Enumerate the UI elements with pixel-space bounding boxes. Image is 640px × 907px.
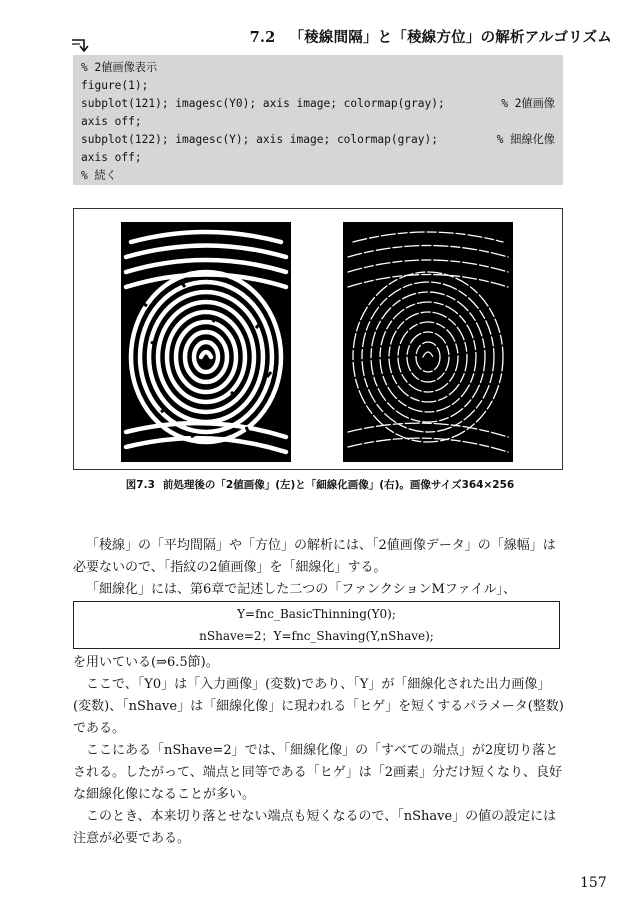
body-text-bottom xyxy=(73,652,568,850)
paragraph: 「細線化」には、第6章で記述した二つの「ファンクションMファイル」、 xyxy=(86,582,517,597)
formula-line: nShave=2；Y=fnc_Shaving(Y,nShave); xyxy=(199,629,434,643)
thinned-fingerprint-image xyxy=(343,222,513,462)
paragraph: ここで、「Y0」は「入力画像」(変数)であり、「Y」が「細線化された出力画像」(変数)、「nShave」は「細線化像」に現われる「ヒゲ」を短くするパラメータ(整数)である。 xyxy=(73,677,564,736)
paragraph: を用いている(⇒6.5節)。 xyxy=(73,655,219,670)
page-number: 157 xyxy=(580,875,607,891)
paragraph: このとき、本来切り落とせない端点も短くなるので、「nShave」の値の設定には注意が必要である。 xyxy=(73,809,557,846)
paragraph: ここにある「nShave=2」では、「細線化像」の「すべての端点」が2度切り落とされる。したがって、端点と同等である「ヒゲ」は「2画素」分だけ短くなり、良好な細線化像になることが多い。 xyxy=(73,743,563,802)
code-line: figure(1); xyxy=(81,79,149,92)
figure-number: 図7.3 xyxy=(125,479,155,491)
code-listing xyxy=(73,55,563,185)
section-number: 7.2 xyxy=(249,29,276,46)
fold-arrow-icon xyxy=(70,36,94,54)
section-title: 「稜線間隔」と「稜線方位」の解析アルゴリズム xyxy=(289,29,612,46)
figure-frame xyxy=(73,208,563,470)
figure-caption xyxy=(0,477,640,492)
body-text-top xyxy=(73,535,568,601)
code-line: % 続く xyxy=(81,169,117,182)
formula-box xyxy=(73,601,560,649)
paragraph: 「稜線」の「平均間隔」や「方位」の解析には、「2値画像データ」の「線幅」は必要ないので、「指紋の2値画像」を「細線化」する。 xyxy=(73,538,556,575)
formula-line: Y=fnc_BasicThinning(Y0); xyxy=(237,607,396,621)
code-line: % 2値画像表示 xyxy=(81,61,158,74)
code-line: subplot(122); imagesc(Y); axis image; colormap(gray); % 細線化像 xyxy=(81,133,555,146)
binary-fingerprint-image xyxy=(121,222,291,462)
figure-caption-text: 前処理後の「2値画像」(左)と「細線化画像」(右)。画像サイズ364×256 xyxy=(162,479,515,491)
code-line: axis off; xyxy=(81,115,142,128)
code-line: subplot(121); imagesc(Y0); axis image; colormap(gray); % 2値画像 xyxy=(81,97,555,110)
code-line: axis off; xyxy=(81,151,142,164)
